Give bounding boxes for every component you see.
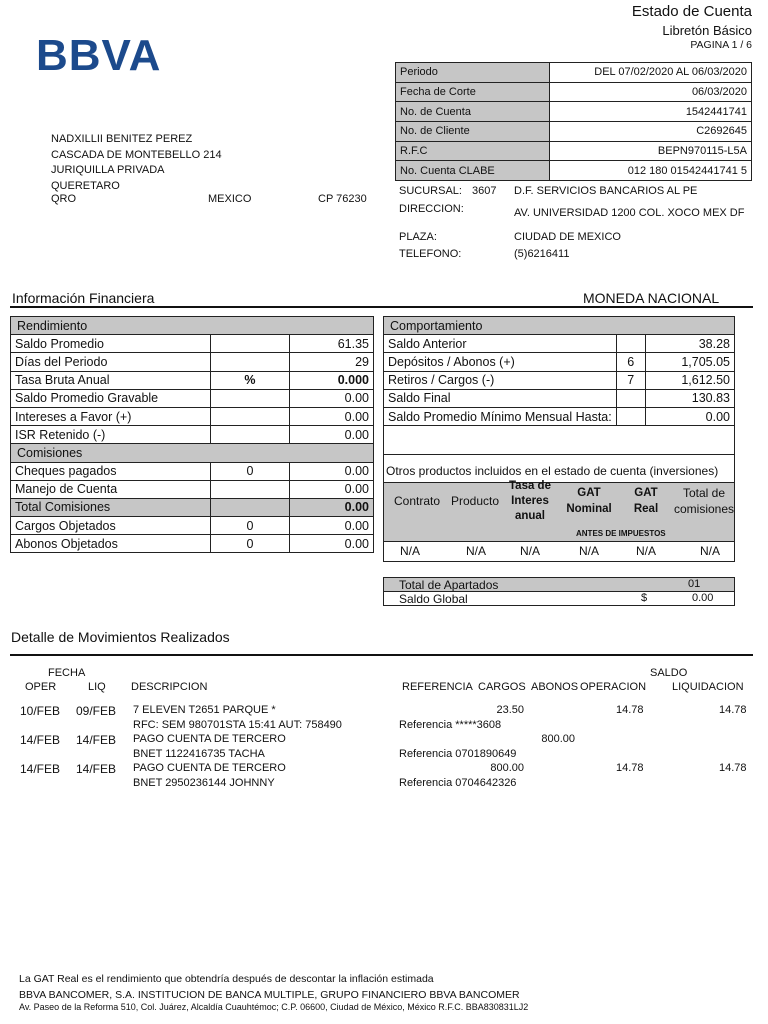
logo-text: BBVA xyxy=(36,31,162,80)
account-info-label: Periodo xyxy=(396,63,550,83)
customer-state: QRO xyxy=(51,193,77,205)
otros-value-cell: N/A xyxy=(578,544,599,558)
col-gat-real: GAT Real xyxy=(633,487,659,515)
plaza-value: CIUDAD DE MEXICO xyxy=(514,231,621,243)
account-info-row xyxy=(396,161,752,181)
rendimiento-row-value: 0.000 xyxy=(290,371,374,389)
rendimiento-row-mid xyxy=(210,389,290,407)
comisiones-row-value: 0.00 xyxy=(290,462,374,480)
cargos-objetados-row xyxy=(11,517,374,535)
rendimiento-row-value: 0.00 xyxy=(290,426,374,444)
otros-productos-title: Otros productos incluidos en el estado de cuenta (inversiones) xyxy=(386,464,719,478)
col-saldo: SALDO xyxy=(650,667,688,679)
comportamiento-row-label: Saldo Anterior xyxy=(384,335,617,353)
comisiones-row-value: 0.00 xyxy=(290,480,374,498)
account-info-value: 012 180 01542441741 5 xyxy=(550,161,752,181)
rendimiento-row-mid xyxy=(210,353,290,371)
movement-description-detail: BNET 2950236144 JOHNNY xyxy=(133,777,275,789)
comisiones-row-mid: 0 xyxy=(210,462,290,480)
col-fecha: FECHA xyxy=(48,667,86,679)
telefono-label: TELEFONO: xyxy=(399,248,462,260)
movement-liq-date: 14/FEB xyxy=(76,762,117,776)
movements-title: Detalle de Movimientos Realizados xyxy=(11,629,230,645)
movement-saldo-operacion: 14.78 xyxy=(616,762,644,774)
movement-reference: Referencia 0704642326 xyxy=(399,777,517,789)
account-info-value: 06/03/2020 xyxy=(550,82,752,102)
account-info-row xyxy=(396,63,752,83)
rendimiento-table xyxy=(10,316,374,553)
col-referencia: REFERENCIA xyxy=(402,681,473,693)
antes-impuestos: ANTES DE IMPUESTOS xyxy=(576,529,666,538)
cargos-objetados-row-label: Cargos Objetados xyxy=(11,517,211,535)
rendimiento-row-value: 61.35 xyxy=(290,335,374,353)
comportamiento-row xyxy=(384,353,735,371)
comportamiento-row-value: 130.83 xyxy=(645,389,734,407)
currency-label: MONEDA NACIONAL xyxy=(583,290,720,306)
movement-saldo-liquidacion: 14.78 xyxy=(719,704,747,716)
comportamiento-row-mid: 7 xyxy=(616,371,645,389)
col-producto: Producto xyxy=(451,494,500,508)
otros-value-cell: N/A xyxy=(465,544,486,558)
comportamiento-row xyxy=(384,407,735,425)
comportamiento-row xyxy=(384,335,735,353)
account-info-label: No. de Cuenta xyxy=(396,102,550,122)
abonos-objetados-row xyxy=(11,535,374,553)
cargos-objetados-row-value: 0.00 xyxy=(290,517,374,535)
otros-value-cell: N/A xyxy=(399,544,420,558)
customer-cp: CP 76230 xyxy=(318,193,367,205)
comportamiento-table xyxy=(383,316,735,426)
account-info-value: 1542441741 xyxy=(550,102,752,122)
rendimiento-header xyxy=(11,317,374,335)
customer-address xyxy=(51,132,222,194)
movement-liq-date: 09/FEB xyxy=(76,704,117,718)
comportamiento-row-label: Depósitos / Abonos (+) xyxy=(384,353,617,371)
comportamiento-row-mid: 6 xyxy=(616,353,645,371)
comportamiento-row-mid xyxy=(616,389,645,407)
statement-title: Estado de Cuenta xyxy=(631,3,752,20)
customer-country: MEXICO xyxy=(208,193,252,205)
movement-abono: 800.00 xyxy=(541,733,575,745)
movement-saldo-liquidacion: 14.78 xyxy=(719,762,747,774)
otros-value-cell: N/A xyxy=(519,544,540,558)
sucursal-number: 3607 xyxy=(472,185,497,197)
rendimiento-row-label: Intereses a Favor (+) xyxy=(11,407,211,425)
col-tasa: Tasa de Interes anual xyxy=(509,480,551,522)
otros-productos-box xyxy=(383,454,735,562)
col-total-comisiones: Total de comisiones xyxy=(673,486,735,516)
rendimiento-row xyxy=(11,371,374,389)
account-info-row xyxy=(396,141,752,161)
otros-value-cell: N/A xyxy=(635,544,656,558)
rendimiento-row-label: Días del Periodo xyxy=(11,353,211,371)
customer-name: NADXILLII BENITEZ PEREZ xyxy=(51,133,193,145)
comisiones-header xyxy=(11,444,374,462)
account-info-label: Fecha de Corte xyxy=(396,82,550,102)
plaza-label: PLAZA: xyxy=(399,231,437,243)
comportamiento-row-value: 0.00 xyxy=(645,407,734,425)
col-abonos: ABONOS xyxy=(531,681,579,693)
account-info-value: DEL 07/02/2020 AL 06/03/2020 xyxy=(550,63,752,83)
rendimiento-row-value: 0.00 xyxy=(290,407,374,425)
comisiones-row-label: Cheques pagados xyxy=(11,462,211,480)
comportamiento-row-value: 38.28 xyxy=(645,335,734,353)
abonos-objetados-row-label: Abonos Objetados xyxy=(11,535,211,553)
col-cargos: CARGOS xyxy=(478,681,526,693)
account-info-row xyxy=(396,82,752,102)
saldo-global-currency: $ xyxy=(641,592,648,604)
rendimiento-row xyxy=(11,335,374,353)
comisiones-header-label: Comisiones xyxy=(11,444,374,462)
sucursal-name: D.F. SERVICIOS BANCARIOS AL PE xyxy=(514,185,698,197)
footer-address: Av. Paseo de la Reforma 510, Col. Juárez, Alcaldía Cuauhtémoc; C.P. 06600, Ciudad de México, México R.F.C. BBA830831LJ2 xyxy=(19,1002,529,1012)
comportamiento-row-mid xyxy=(616,335,645,353)
total-comisiones-value: 0.00 xyxy=(290,498,374,516)
comportamiento-header-label: Comportamiento xyxy=(384,317,735,335)
total-comisiones-label: Total Comisiones xyxy=(11,498,211,516)
customer-city: QUERETARO xyxy=(51,179,120,192)
movements-divider xyxy=(10,654,753,656)
account-info-label: R.F.C xyxy=(396,141,550,161)
comisiones-row xyxy=(11,480,374,498)
saldo-global-label: Saldo Global xyxy=(399,592,468,606)
comportamiento-row-label: Retiros / Cargos (-) xyxy=(384,371,617,389)
comportamiento-row xyxy=(384,389,735,407)
comportamiento-row-label: Saldo Final xyxy=(384,389,617,407)
telefono-value: (5)6216411 xyxy=(514,248,570,260)
movement-reference: Referencia *****3608 xyxy=(399,719,502,731)
rendimiento-row-mid xyxy=(210,426,290,444)
comisiones-row xyxy=(11,462,374,480)
movement-description-detail: RFC: SEM 980701STA 15:41 AUT: 758490 xyxy=(133,719,342,731)
comisiones-row-mid xyxy=(210,480,290,498)
comportamiento-row xyxy=(384,371,735,389)
footer-gat-note: La GAT Real es el rendimiento que obtendría después de descontar la inflación estimada xyxy=(19,973,434,985)
movement-description-detail: BNET 1122416735 TACHA xyxy=(133,748,265,760)
account-info-row xyxy=(396,122,752,142)
customer-street: CASCADA DE MONTEBELLO 214 xyxy=(51,148,222,161)
direccion-label: DIRECCION: xyxy=(399,203,464,215)
product-name: Libretón Básico xyxy=(662,23,752,38)
total-comisiones-mid xyxy=(210,498,290,516)
financial-divider xyxy=(10,306,753,308)
col-descripcion: DESCRIPCION xyxy=(131,681,208,693)
comportamiento-row-value: 1,705.05 xyxy=(645,353,734,371)
comisiones-row-label: Manejo de Cuenta xyxy=(11,480,211,498)
movement-oper-date: 14/FEB xyxy=(20,733,61,747)
rendimiento-row-label: Saldo Promedio Gravable xyxy=(11,389,211,407)
comportamiento-header xyxy=(384,317,735,335)
rendimiento-row xyxy=(11,407,374,425)
movement-description: PAGO CUENTA DE TERCERO xyxy=(133,733,286,745)
direccion-value: AV. UNIVERSIDAD 1200 COL. XOCO MEX DF xyxy=(514,207,745,219)
movement-oper-date: 14/FEB xyxy=(20,762,61,776)
col-contrato: Contrato xyxy=(394,494,441,508)
footer-bank-name: BBVA BANCOMER, S.A. INSTITUCION DE BANCA MULTIPLE, GRUPO FINANCIERO BBVA BANCOMER xyxy=(19,989,520,1001)
rendimiento-row xyxy=(11,426,374,444)
rendimiento-row-mid: % xyxy=(210,371,290,389)
rendimiento-row xyxy=(11,353,374,371)
account-info-value: BEPN970115-L5A xyxy=(550,141,752,161)
comportamiento-row-label: Saldo Promedio Mínimo Mensual Hasta: xyxy=(384,407,617,425)
movement-description: PAGO CUENTA DE TERCERO xyxy=(133,762,286,774)
account-info-label: No. de Cliente xyxy=(396,122,550,142)
comportamiento-spacer xyxy=(383,426,735,455)
col-liquidacion: LIQUIDACION xyxy=(672,681,744,693)
abonos-objetados-row-mid: 0 xyxy=(210,535,290,553)
rendimiento-row-label: Tasa Bruta Anual xyxy=(11,371,211,389)
abonos-objetados-row-value: 0.00 xyxy=(290,535,374,553)
apartados-row xyxy=(383,577,735,592)
saldo-global-row xyxy=(383,591,735,606)
sucursal-label: SUCURSAL: xyxy=(399,185,462,197)
movement-description: 7 ELEVEN T2651 PARQUE * xyxy=(133,704,276,716)
apartados-value: 01 xyxy=(688,578,701,590)
col-operacion: OPERACION xyxy=(580,681,647,693)
comportamiento-row-mid xyxy=(616,407,645,425)
movement-reference: Referencia 0701890649 xyxy=(399,748,517,760)
comportamiento-row-value: 1,612.50 xyxy=(645,371,734,389)
col-liq: LIQ xyxy=(88,681,106,693)
rendimiento-row-mid xyxy=(210,407,290,425)
col-oper: OPER xyxy=(25,681,57,693)
rendimiento-row-mid xyxy=(210,335,290,353)
cargos-objetados-row-mid: 0 xyxy=(210,517,290,535)
movement-liq-date: 14/FEB xyxy=(76,733,117,747)
col-gat-nominal: GAT Nominal xyxy=(566,487,612,515)
movement-cargo: 23.50 xyxy=(496,704,524,716)
financial-info-title: Información Financiera xyxy=(12,290,155,306)
rendimiento-header-label: Rendimiento xyxy=(11,317,374,335)
saldo-global-value: 0.00 xyxy=(692,592,714,604)
account-info-row xyxy=(396,102,752,122)
movement-cargo: 800.00 xyxy=(490,762,524,774)
account-info-value: C2692645 xyxy=(550,122,752,142)
rendimiento-row-value: 29 xyxy=(290,353,374,371)
total-comisiones-row xyxy=(11,498,374,516)
otros-values-row xyxy=(384,544,734,561)
rendimiento-row-label: Saldo Promedio xyxy=(11,335,211,353)
rendimiento-row xyxy=(11,389,374,407)
movement-saldo-operacion: 14.78 xyxy=(616,704,644,716)
account-info-label: No. Cuenta CLABE xyxy=(396,161,550,181)
page-number: PAGINA 1 / 6 xyxy=(690,39,752,51)
movement-oper-date: 10/FEB xyxy=(20,704,61,718)
customer-colony: JURIQUILLA PRIVADA xyxy=(51,164,165,176)
apartados-label: Total de Apartados xyxy=(399,578,499,592)
rendimiento-row-label: ISR Retenido (-) xyxy=(11,426,211,444)
otros-value-cell: N/A xyxy=(699,544,720,558)
bbva-logo xyxy=(36,31,162,80)
account-info-table xyxy=(395,62,752,181)
rendimiento-row-value: 0.00 xyxy=(290,389,374,407)
